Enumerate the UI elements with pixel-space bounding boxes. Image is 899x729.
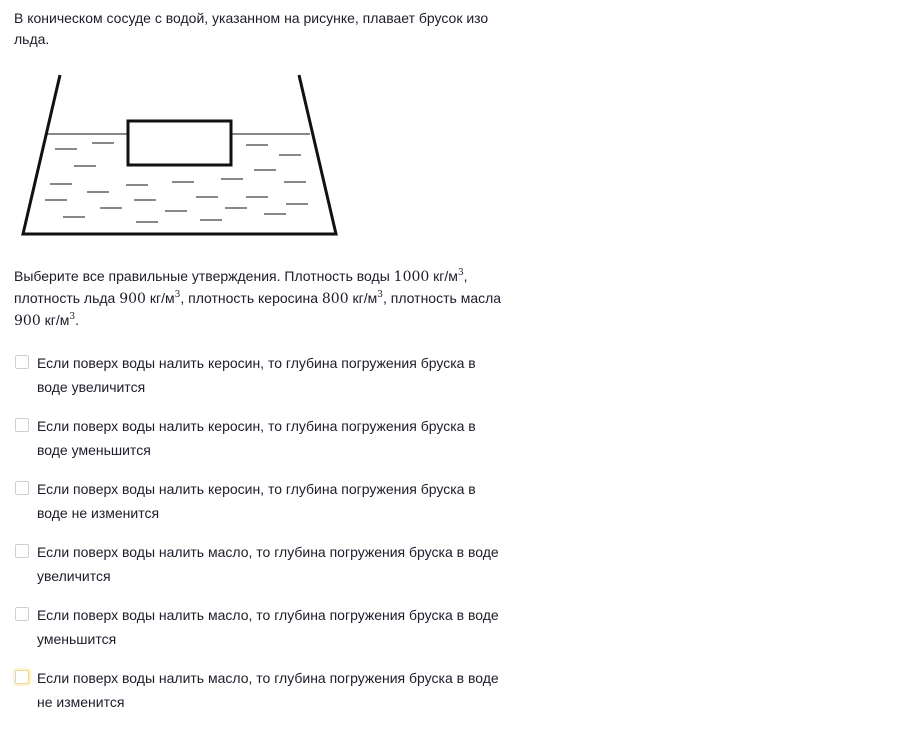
ice-block xyxy=(128,121,231,165)
option-checkbox[interactable] xyxy=(15,481,29,495)
kerosene-density-value: 800 xyxy=(321,291,349,307)
option-label[interactable]: Если поверх воды налить масло, то глубина погружения бруска в воде уменьшится xyxy=(37,607,499,647)
answer-option-1[interactable] xyxy=(14,351,514,414)
unit-exponent: 3 xyxy=(174,290,181,300)
question-text: Выберите все правильные утверждения. Плотность воды xyxy=(14,268,394,284)
unit: кг/м xyxy=(145,290,175,306)
task-question xyxy=(14,266,514,332)
answer-option-6[interactable] xyxy=(14,666,514,729)
question-text: , плотность керосина xyxy=(180,290,322,306)
option-label[interactable]: Если поверх воды налить масло, то глубина погружения бруска в воде не изменится xyxy=(37,670,499,710)
option-label[interactable]: Если поверх воды налить масло, то глубина погружения бруска в воде увеличится xyxy=(37,544,499,584)
question-text: , плотность масла xyxy=(383,290,502,306)
unit-exponent: 3 xyxy=(457,268,464,278)
option-label[interactable]: Если поверх воды налить керосин, то глубина погружения бруска в воде не изменится xyxy=(37,481,476,521)
option-label[interactable]: Если поверх воды налить керосин, то глубина погружения бруска в воде уменьшится xyxy=(37,418,476,458)
option-label[interactable]: Если поверх воды налить керосин, то глубина погружения бруска в воде увеличится xyxy=(37,355,476,395)
question-text: , плотность льда xyxy=(14,268,468,306)
unit-exponent: 3 xyxy=(377,290,383,300)
unit-exponent: 3 xyxy=(69,312,76,322)
option-checkbox[interactable] xyxy=(15,418,29,432)
option-checkbox[interactable] xyxy=(15,355,29,369)
option-checkbox[interactable] xyxy=(15,544,29,558)
option-checkbox[interactable] xyxy=(15,670,29,684)
unit: кг/м xyxy=(429,268,458,284)
task-block xyxy=(14,8,514,50)
answer-option-2[interactable] xyxy=(14,414,514,477)
unit: кг/м xyxy=(348,290,378,306)
answer-option-5[interactable] xyxy=(14,603,514,666)
unit: кг/м xyxy=(40,312,70,328)
vessel-diagram xyxy=(14,70,344,240)
water-density-value: 1000 xyxy=(393,269,430,285)
ice-density-value: 900 xyxy=(119,291,146,307)
answer-option-3[interactable] xyxy=(14,477,514,540)
answer-option-4[interactable] xyxy=(14,540,514,603)
answer-options xyxy=(14,351,514,729)
question-text: . xyxy=(75,312,79,328)
oil-density-value: 900 xyxy=(14,313,41,329)
task-intro: В коническом сосуде с водой, указанном на рисунке, плавает брусок изо льда. xyxy=(14,10,489,47)
option-checkbox[interactable] xyxy=(15,607,29,621)
